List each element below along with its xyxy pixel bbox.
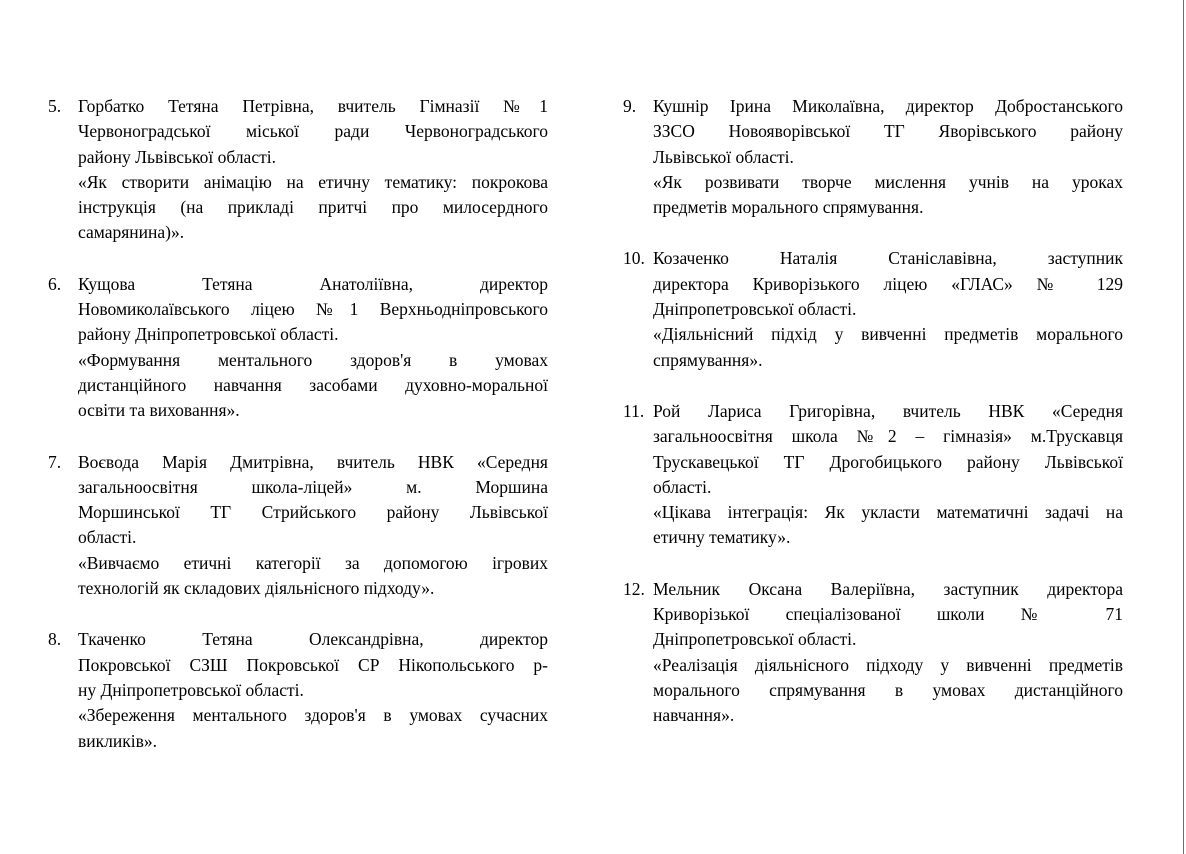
topic-line: «Збереження ментального здоров'я в умовах сучасних — [78, 705, 548, 726]
speaker-line: району Дніпропетровської області. — [78, 324, 339, 345]
topic-line: «Реалізація діяльнісного підходу у вивченні предметів — [653, 654, 1123, 675]
item-number: 8. — [48, 629, 62, 650]
speaker-line: району Львівської області. — [78, 146, 276, 167]
right-column — [623, 94, 1123, 755]
item-body — [653, 94, 1123, 220]
item-number: 7. — [48, 451, 62, 472]
topic-line: «Як створити анімацію на етичну тематику: покрокова — [78, 171, 548, 192]
speaker-line: Горбатко Тетяна Петрівна, вчитель Гімназії №1 — [78, 96, 548, 116]
speaker-line: Ткаченко Тетяна Олександрівна, директор — [78, 629, 548, 650]
list-item — [48, 94, 548, 246]
speaker-line: області. — [78, 527, 137, 548]
list-item — [623, 399, 1123, 551]
speaker-line: Мельник Оксана Валеріївна, заступник директора — [653, 578, 1123, 599]
speaker-line: загальноосвітня школа-ліцей» м. Моршина — [78, 476, 548, 497]
item-body — [653, 577, 1123, 729]
list-item — [48, 272, 548, 424]
topic-line: «Вивчаємо етичні категорії за допомогою ігрових — [78, 552, 548, 573]
speaker-line: Воєвода Марія Дмитрівна, вчитель НВК «Середня — [78, 451, 548, 472]
item-number: 11. — [623, 400, 645, 421]
item-number: 6. — [48, 273, 62, 294]
item-number: 9. — [623, 96, 637, 116]
speaker-line: ЗЗСО Новояворівської ТГ Яворівського району — [653, 121, 1123, 142]
speaker-line: Новомиколаївського ліцею №1 Верхньодніпровського — [78, 299, 548, 320]
topic-line: освіти та виховання». — [78, 400, 240, 421]
speaker-line: ну Дніпропетровської області. — [78, 679, 304, 700]
topic-line: спрямування». — [653, 349, 763, 370]
list-item — [623, 577, 1123, 729]
speaker-line: директора Криворізького ліцею «ГЛАС» № 129 — [653, 273, 1123, 294]
item-number: 5. — [48, 96, 62, 116]
item-body — [78, 450, 548, 602]
speaker-line: Трускавецької ТГ Дрогобицького району Львівської — [653, 451, 1123, 472]
speaker-line: Криворізької спеціалізованої школи № 71 — [653, 604, 1123, 625]
speaker-line: Червоноградської міської ради Червоноградського — [78, 121, 548, 142]
item-body — [653, 399, 1123, 551]
speaker-line: Покровської СЗШ Покровської СР Нікопольського р- — [78, 654, 548, 675]
speaker-line: загальноосвітня школа №2 – гімназія» м.Трускавця — [653, 426, 1123, 447]
item-number: 12. — [623, 578, 645, 599]
item-body — [653, 246, 1123, 372]
speaker-line: області. — [653, 476, 712, 497]
item-body — [78, 94, 548, 246]
list-item — [623, 94, 1123, 220]
speaker-line: Козаченко Наталія Станіславівна, заступник — [653, 248, 1123, 269]
topic-line: «Цікава інтеграція: Як укласти математичні задачі на — [653, 502, 1123, 523]
item-body — [78, 627, 548, 753]
topic-line: етичну тематику». — [653, 527, 791, 548]
list-item — [48, 627, 548, 753]
left-column — [48, 94, 548, 780]
topic-line: інструкція (на прикладі притчі про милосердного — [78, 197, 548, 218]
topic-line: дистанційного навчання засобами духовно-моральної — [78, 374, 548, 395]
list-item — [623, 246, 1123, 372]
speaker-line: Моршинської ТГ Стрийського району Львівської — [78, 502, 548, 523]
topic-line: навчання». — [653, 705, 735, 726]
speaker-line: Дніпропетровської області. — [653, 629, 857, 650]
topic-line: технологій як складових діяльнісного підходу». — [78, 578, 435, 599]
speaker-line: Дніпропетровської області. — [653, 299, 857, 320]
topic-line: «Діяльнісний підхід у вивченні предметів морального — [653, 324, 1123, 345]
speaker-line: Рой Лариса Григорівна, вчитель НВК «Середня — [653, 400, 1123, 421]
page-edge — [1183, 0, 1184, 854]
speaker-line: Львівської області. — [653, 146, 794, 167]
topic-line: предметів морального спрямування. — [653, 197, 924, 218]
topic-line: «Як розвивати творче мислення учнів на уроках — [653, 171, 1123, 192]
list-item — [48, 450, 548, 602]
topic-line: самарянина)». — [78, 222, 185, 243]
topic-line: морального спрямування в умовах дистанційного — [653, 679, 1123, 700]
topic-line: «Формування ментального здоров'я в умовах — [78, 349, 548, 370]
item-body — [78, 272, 548, 424]
speaker-line: Кущова Тетяна Анатоліївна, директор — [78, 273, 548, 294]
item-number: 10. — [623, 248, 645, 269]
topic-line: викликів». — [78, 730, 157, 751]
speaker-line: Кушнір Ірина Миколаївна, директор Добростанського — [653, 96, 1123, 116]
